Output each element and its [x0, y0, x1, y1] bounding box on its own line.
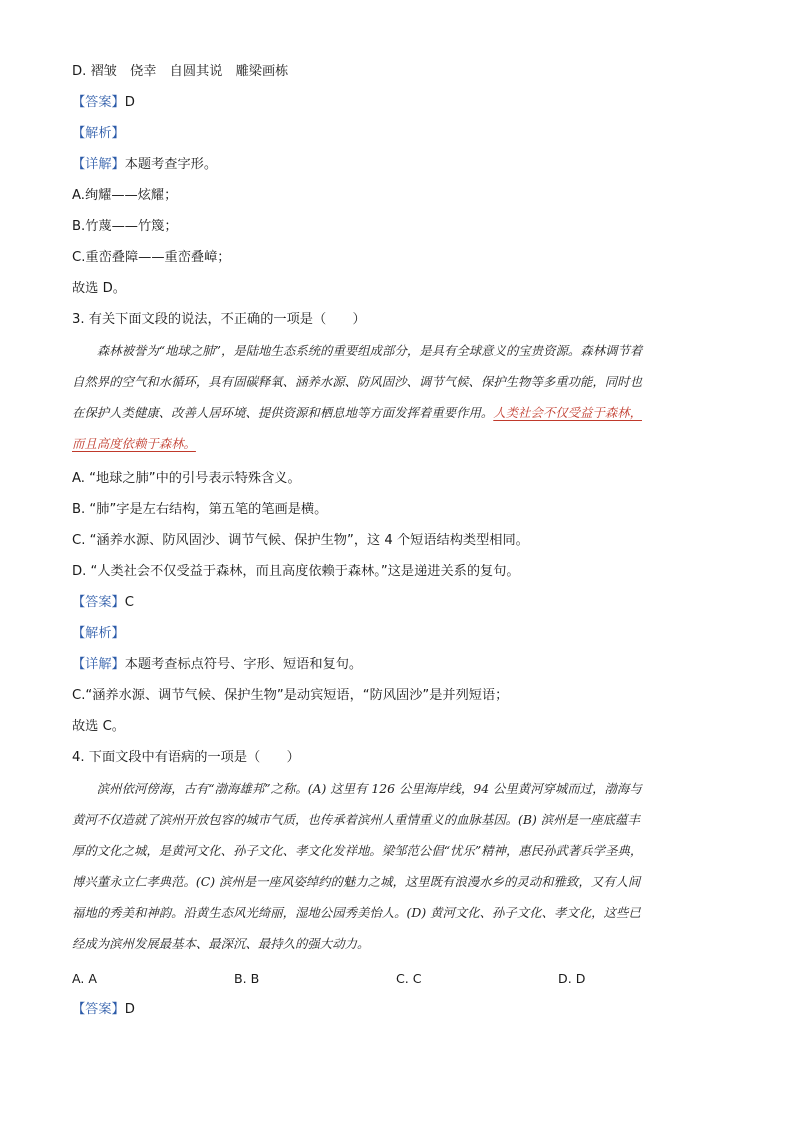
detail-label: 【详解】	[72, 657, 125, 672]
q3-answer	[72, 593, 722, 624]
q3-passage-line-3-text: 在保护人类健康、改善人居环境、提供资源和栖息地等方面发挥着重要作用。	[72, 405, 494, 420]
q3-explanation: C.“涵养水源、调节气候、保护生物”是动宾短语，“防风固沙”是并列短语；	[72, 688, 509, 703]
q3-conclusion: 故选 C。	[72, 719, 125, 734]
q2-correction-c: C.重峦叠障——重峦叠嶂；	[72, 250, 231, 265]
q3-option-c: C. “涵养水源、防风固沙、调节气候、保护生物”，这 4 个短语结构类型相同。	[72, 533, 529, 548]
q3-passage-line-1: 森林被誉为“地球之肺”，是陆地生态系统的重要组成部分，是具有全球意义的宝贵资源。森林调节着	[96, 343, 643, 358]
answer-value: D	[124, 1002, 135, 1017]
q4-passage-line-2: 黄河不仅造就了滨州开放包容的城市气质，也传承着滨州人重情重义的血脉基因。(B) 滨州是一座底蕴丰	[72, 812, 640, 827]
q3-detail	[72, 655, 722, 686]
q4-stem: 4. 下面文段中有语病的一项是（ ）	[72, 750, 300, 765]
answer-value: D	[124, 95, 135, 110]
q3-passage-line-4	[72, 434, 722, 465]
answer-value: C	[124, 595, 134, 610]
answer-label: 【答案】	[72, 95, 125, 110]
q3-passage	[72, 341, 722, 465]
q2-correction-b: B.竹蔑——竹篾；	[72, 219, 178, 234]
q3-underlined-sentence-part-2: 而且高度依赖于森林。	[72, 436, 196, 451]
q4-options	[72, 969, 722, 1000]
q2-option-d: D. 褶皱 侥幸 自圆其说 雕梁画栋	[72, 64, 289, 79]
q4-option-a: A. A	[72, 971, 98, 986]
q4-answer	[72, 1000, 722, 1031]
q3-option-d: D. “人类社会不仅受益于森林，而且高度依赖于森林。”这是递进关系的复句。	[72, 564, 520, 579]
q4-passage	[72, 779, 722, 965]
q3-option-a: A. “地球之肺”中的引号表示特殊含义。	[72, 471, 301, 486]
q2-conclusion: 故选 D。	[72, 281, 126, 296]
q3-passage-line-3	[72, 403, 722, 434]
q4-passage-line-1: 滨州依河傍海，古有“渤海雄邦”之称。(A) 这里有 126 公里海岸线，94 公里黄河穿城而过，渤海与	[96, 781, 642, 796]
analysis-label: 【解析】	[72, 626, 125, 641]
detail-text: 本题考查字形。	[124, 157, 218, 172]
document-page	[72, 62, 722, 1031]
answer-label: 【答案】	[72, 1002, 125, 1017]
q3-passage-line-2: 自然界的空气和水循环，具有固碳释氧、涵养水源、防风固沙、调节气候、保护生物等多重功能，同时也	[72, 374, 642, 389]
q4-passage-line-3: 厚的文化之城，是黄河文化、孙子文化、孝文化发祥地。梁邹范公倡“忧乐”精神，惠民孙武著兵学圣典，	[72, 843, 643, 858]
q4-passage-line-6: 经成为滨州发展最基本、最深沉、最持久的强大动力。	[72, 936, 370, 951]
q3-stem: 3. 有关下面文段的说法，不正确的一项是（ ）	[72, 312, 366, 327]
q4-option-b: B. B	[234, 971, 260, 986]
q2-answer	[72, 93, 722, 124]
q2-detail	[72, 155, 722, 186]
q2-correction-a: A.绚耀——炫耀；	[72, 188, 178, 203]
q3-underlined-sentence-part-1: 人类社会不仅受益于森林，	[493, 405, 642, 420]
q2-analysis	[72, 124, 722, 155]
q4-option-d: D. D	[558, 971, 586, 986]
answer-label: 【答案】	[72, 595, 125, 610]
q4-option-c: C. C	[396, 971, 422, 986]
detail-text: 本题考查标点符号、字形、短语和复句。	[124, 657, 363, 672]
analysis-label: 【解析】	[72, 126, 125, 141]
q4-passage-line-4: 博兴董永立仁孝典范。(C) 滨州是一座风姿绰约的魅力之城，这里既有浪漫水乡的灵动和雅致，又有人间	[72, 874, 641, 889]
q3-option-b: B. “肺”字是左右结构，第五笔的笔画是横。	[72, 502, 328, 517]
q3-analysis	[72, 624, 722, 655]
q4-passage-line-5: 福地的秀美和神韵。沿黄生态风光绮丽，湿地公园秀美怡人。(D) 黄河文化、孙子文化、孝文化，这些已	[72, 905, 641, 920]
detail-label: 【详解】	[72, 157, 125, 172]
